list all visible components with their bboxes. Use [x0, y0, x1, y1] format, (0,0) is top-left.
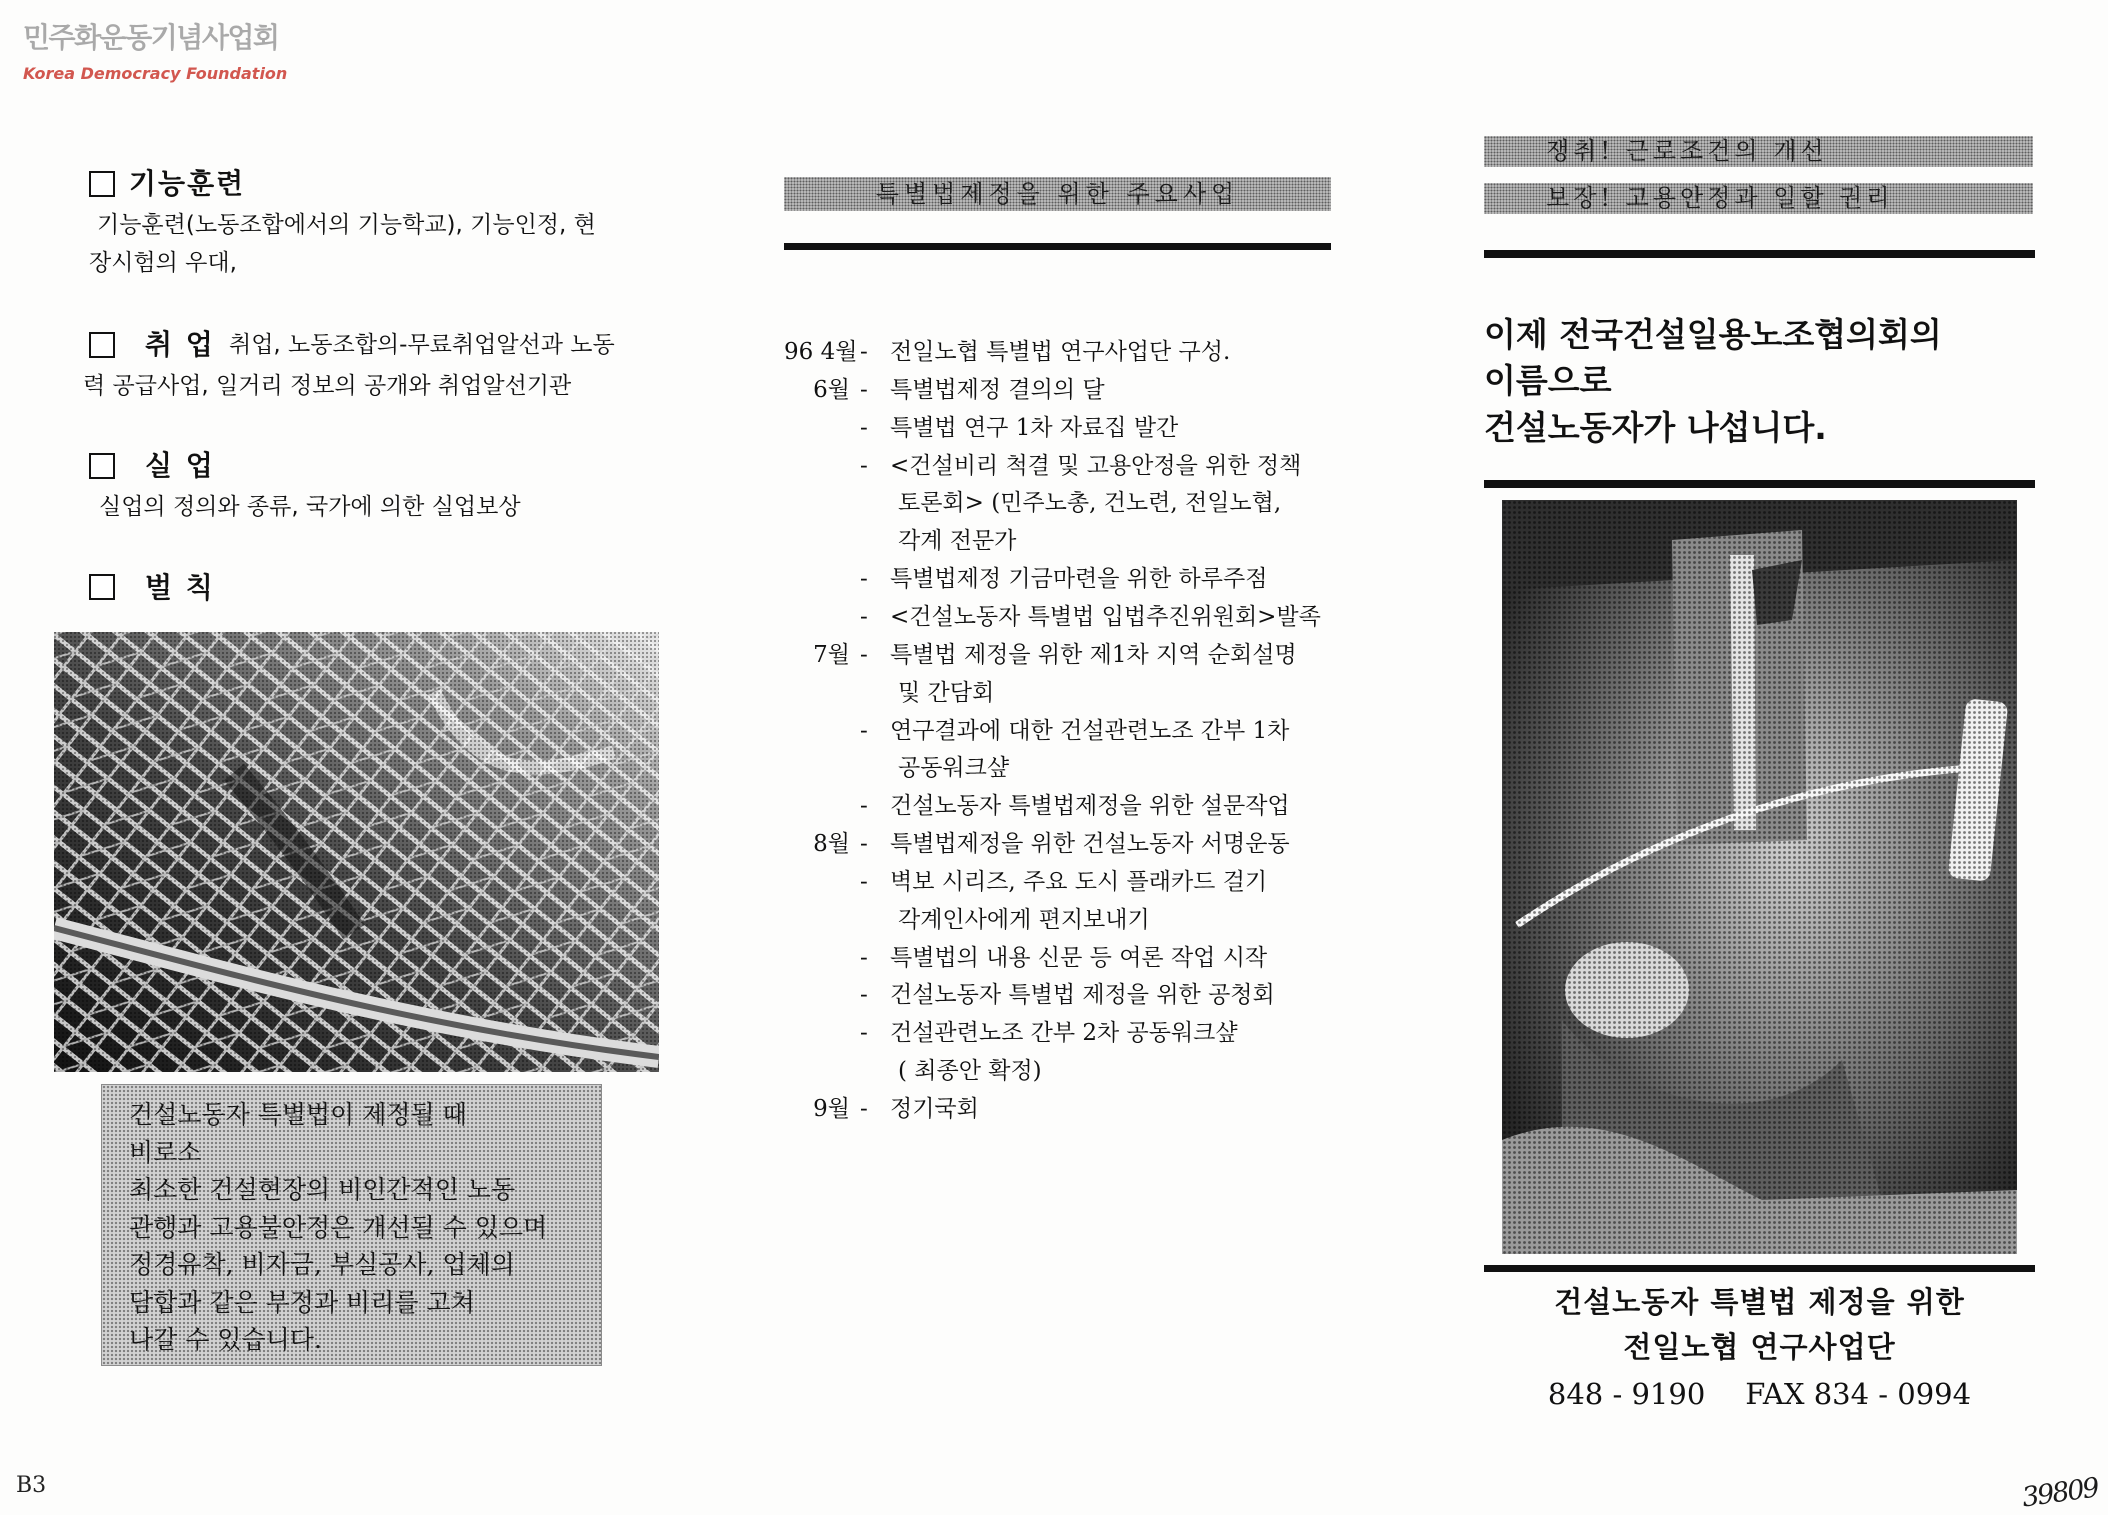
checkbox-icon: [89, 453, 115, 479]
divider-rule: [1484, 250, 2035, 258]
checkbox-icon: [89, 332, 115, 358]
timeline-dash: -: [860, 603, 868, 630]
timeline-month: 9월: [813, 1096, 850, 1122]
page-number-mark: B3: [16, 1473, 47, 1498]
timeline-dash: -: [860, 339, 868, 365]
section-title-penalties: 벌 칙: [145, 571, 215, 604]
section-text: 취업, 노동조합의-무료취업알선과 노동: [229, 332, 615, 358]
footer-org: 전일노협 연구사업단: [1623, 1330, 1896, 1364]
timeline-dash: -: [860, 641, 868, 668]
divider-rule: [1484, 1265, 2035, 1272]
contact-line: [1484, 1373, 2035, 1415]
handwritten-number: 39809: [2020, 1472, 2100, 1514]
scaffolding-photo: [54, 632, 659, 1072]
section-text: 실업의 정의와 종류, 국가에 의한 실업보상: [99, 494, 521, 520]
timeline-month: 8월: [813, 831, 850, 858]
callout-line: 건설노동자 특별법이 제정될 때: [129, 1100, 467, 1129]
timeline-line: 각계 전문가: [898, 528, 1017, 555]
checkbox-icon: [89, 574, 115, 600]
callout-box: [101, 1084, 602, 1366]
divider-rule: [1484, 480, 2035, 488]
footer-line: 건설노동자 특별법 제정을 위한: [1554, 1285, 1965, 1319]
timeline-dash: -: [860, 793, 868, 820]
callout-line: 나갈 수 있습니다.: [129, 1325, 322, 1354]
timeline-line: 건설노동자 특별법제정을 위한 설문작업: [890, 793, 1290, 820]
timeline-dash: -: [860, 982, 868, 1009]
slogan-banner: 쟁취! 근로조건의 개선: [1484, 136, 2033, 167]
section-title-unemployment: 실 업: [145, 449, 215, 482]
timeline-line: 특별법 제정을 위한 제1차 지역 순회설명: [890, 641, 1297, 668]
slogan-banner: 보장! 고용안정과 일할 권리: [1484, 183, 2033, 214]
timeline-dash: -: [860, 414, 868, 441]
section-title-training: 기능훈련: [129, 167, 246, 200]
timeline-line: 각계인사에게 편지보내기: [898, 906, 1150, 933]
timeline-dash: -: [860, 1096, 868, 1122]
timeline-line: 정기국회: [890, 1096, 979, 1122]
callout-line: 정경유착, 비자금, 부실공사, 업체의: [129, 1250, 515, 1279]
timeline-line: 건설노동자 특별법 제정을 위한 공청회: [890, 982, 1275, 1009]
timeline-dash: -: [860, 717, 868, 744]
watermark-korean: 민주화운동기념사업회: [23, 21, 279, 54]
timeline-dash: -: [860, 452, 868, 479]
timeline-line: 벽보 시리즈, 주요 도시 플래카드 걸기: [890, 868, 1268, 895]
callout-line: 관행과 고용불안정은 개선될 수 있으며: [129, 1212, 548, 1242]
section-text: 장시험의 우대,: [89, 250, 237, 276]
phone-number: 848 - 9190: [1547, 1377, 1706, 1411]
section-title-employment: 취 업: [145, 328, 215, 361]
welder-photo: [1502, 500, 2017, 1254]
timeline-dash: -: [860, 868, 868, 895]
timeline-line: 특별법제정을 위한 건설노동자 서명운동: [890, 831, 1290, 858]
timeline-month: 6월: [813, 376, 850, 403]
section-text: 기능훈련(노동조합에서의 기능학교), 기능인정, 현: [97, 212, 596, 238]
fax-number: FAX 834 - 0994: [1745, 1377, 1972, 1411]
timeline-line: <건설비리 척결 및 고용안정을 위한 정책: [890, 452, 1302, 479]
timeline-line: 특별법 연구 1차 자료집 발간: [890, 414, 1179, 441]
timeline-line: 건설관련노조 간부 2차 공동워크샾: [890, 1020, 1238, 1047]
callout-line: 담합과 같은 부정과 비리를 고쳐: [129, 1287, 475, 1317]
timeline-line: 특별법제정 결의의 달: [890, 376, 1105, 403]
callout-line: 최소한 건설현장의 비인간적인 노동: [129, 1175, 516, 1204]
timeline-dash: -: [860, 831, 868, 858]
timeline-month: 96 4월: [784, 339, 858, 365]
timeline-line: 토론회> (민주노총, 건노련, 전일노협,: [898, 490, 1282, 517]
section-text: 력 공급사업, 일거리 정보의 공개와 취업알선기관: [83, 373, 572, 399]
timeline-line: 공동워크샾: [898, 755, 1010, 782]
timeline-line: <건설노동자 특별법 입법추진위원회>발족: [890, 603, 1321, 630]
checkbox-icon: [89, 171, 115, 197]
headline-line: 건설노동자가 나섭니다.: [1484, 408, 1827, 447]
timeline-line: 및 간담회: [898, 679, 995, 706]
timeline-line: 전일노협 특별법 연구사업단 구성.: [890, 339, 1231, 365]
timeline-line: 특별법제정 기금마련을 위한 하루주점: [890, 566, 1268, 593]
schedule-banner: 특별법제정을 위한 주요사업: [784, 177, 1331, 211]
timeline-line: 연구결과에 대한 건설관련노조 간부 1차: [890, 717, 1290, 744]
headline-line: 이름으로: [1484, 361, 1612, 400]
timeline-line: 특별법의 내용 신문 등 여론 작업 시작: [890, 944, 1268, 971]
divider-rule: [784, 243, 1331, 250]
timeline-line: ( 최종안 확정): [898, 1058, 1042, 1085]
timeline-dash: -: [860, 376, 868, 403]
timeline-dash: -: [860, 566, 868, 593]
watermark-english: Korea Democracy Foundation: [23, 64, 288, 83]
timeline-dash: -: [860, 1020, 868, 1047]
callout-line: 비로소: [129, 1137, 202, 1167]
timeline-month: 7월: [813, 641, 850, 668]
timeline-dash: -: [860, 944, 868, 971]
headline-line: 이제 전국건설일용노조협의회의: [1484, 315, 1942, 354]
